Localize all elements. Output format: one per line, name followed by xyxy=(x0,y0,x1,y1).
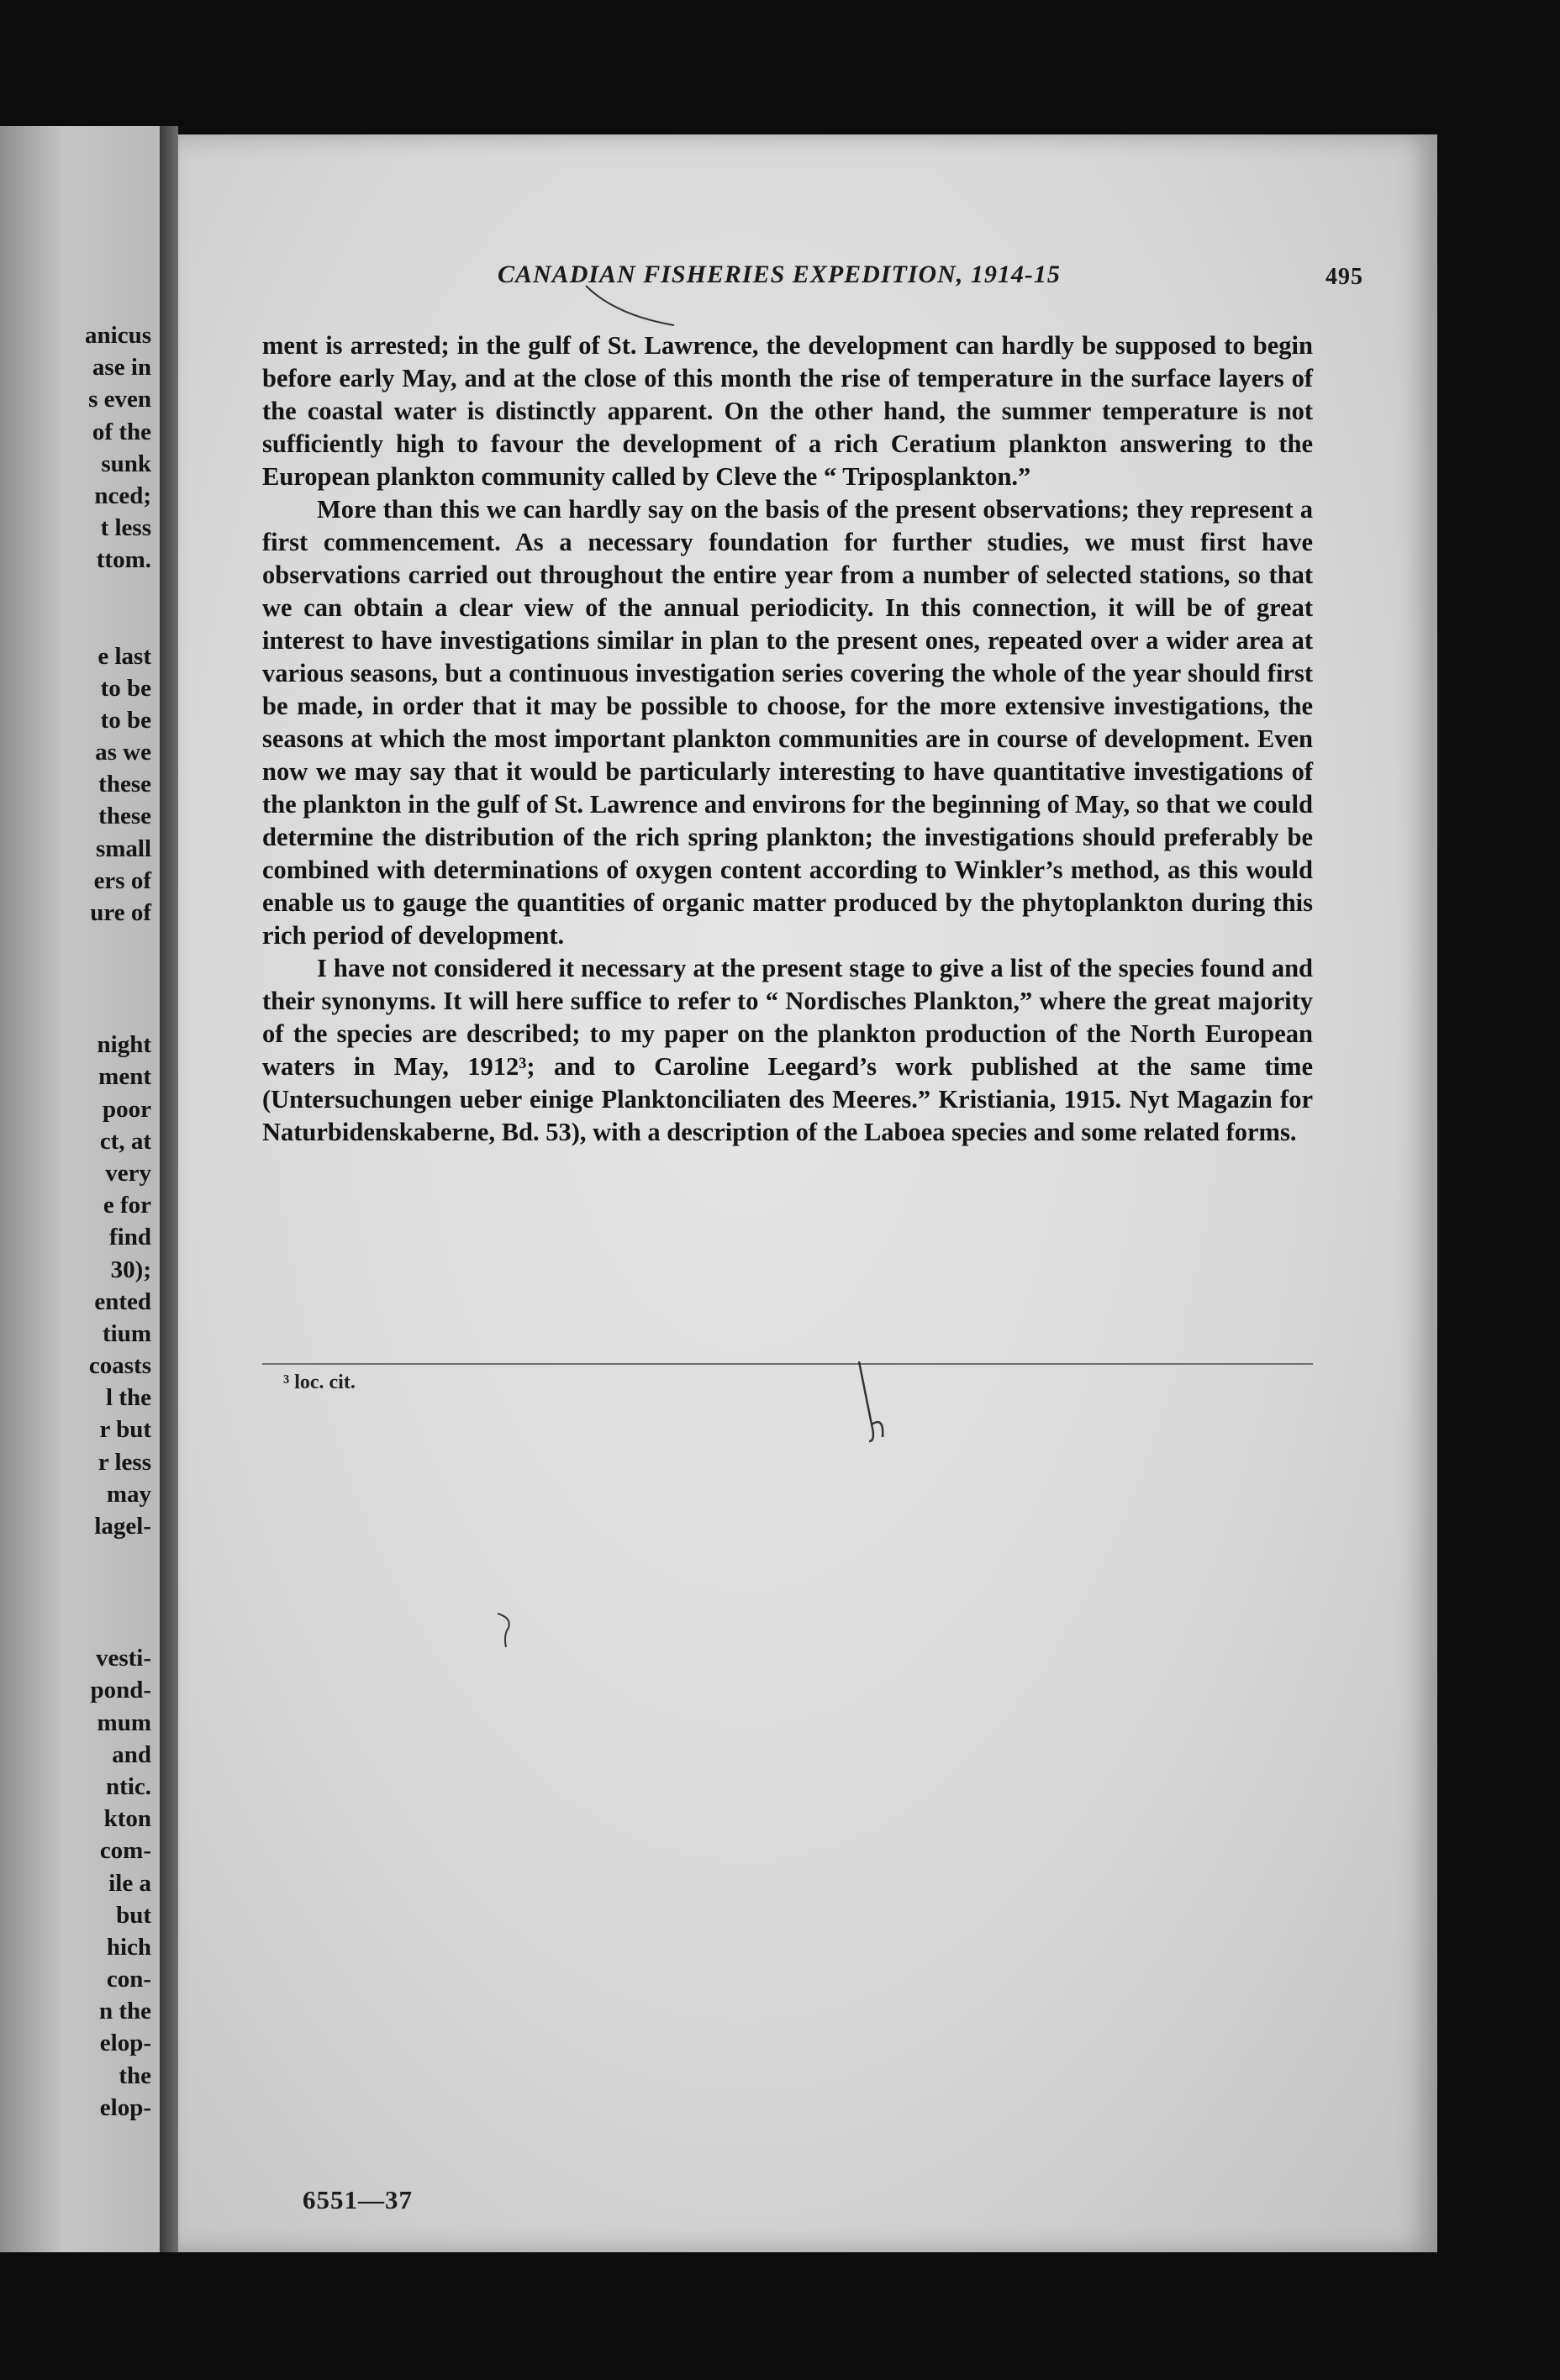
adjacent-page-line: the xyxy=(119,2061,151,2089)
adjacent-page-line: ented xyxy=(94,1287,151,1315)
adjacent-page-line: hich xyxy=(106,1933,151,1961)
page-number: 495 xyxy=(1325,264,1363,290)
adjacent-page-line: but xyxy=(116,1901,151,1929)
adjacent-page-line: night xyxy=(97,1031,151,1059)
footnote: ³ loc. cit. xyxy=(283,1372,356,1393)
paragraph-3: I have not considered it necessary at the present stage to give a list of the species found and their synonyms. It will here suffice to refer to “ Nordisches Plankton,” where the great majority of the species are described; to my paper on the plankton production of the North European waters in May, 1912³; and to Caroline Leegard’s work published at the same time (Untersuchungen ueber einige Planktonciliaten des Meeres.” Kristiania, 1915. Nyt Magazin for Naturbidenskaberne, Bd. 53), with a description of the Laboea species and some related forms. xyxy=(262,954,1313,1146)
adjacent-page-line: anicus xyxy=(85,322,151,349)
adjacent-page-line: small xyxy=(95,835,151,862)
adjacent-page-line: as we xyxy=(95,739,151,766)
adjacent-page-line: poor xyxy=(103,1095,151,1123)
adjacent-page-line: nced; xyxy=(94,482,151,509)
adjacent-page-line: r but xyxy=(99,1416,151,1444)
page-gutter xyxy=(160,126,178,2252)
adjacent-page-line: e last xyxy=(98,642,151,670)
adjacent-page-line: e for xyxy=(103,1192,151,1219)
paragraph-2: More than this we can hardly say on the basis of the present observations; they represent a first commencement. As a necessary foundation for further studies, we must first have observations carried out throughout the entire year from a number of selected stations, so that we can obtain a clear view of the annual periodicity. In this connection, it will be of great interest to have investigations similar in plan to the present ones, repeated over a wider area at various seasons, but a continuous investigation series covering the whole of the year should first be made, in order that it may be possible to choose, for the more extensive investigations, the seasons at which the most important plankton communities are in course of development. Even now we may say that it would be particularly interesting to have quantitative investigations of the plankton in the gulf of St. Lawrence and environs for the beginning of May, so that we could determine the distribution of the rich spring plankton; the investigations should preferably be combined with determinations of oxygen content according to Winkler’s method, as this would enable us to gauge the quantities of organic matter produced by the phytoplankton during this rich period of development. xyxy=(262,495,1313,950)
adjacent-page-line: ct, at xyxy=(99,1127,151,1155)
adjacent-page-line: 30); xyxy=(110,1256,151,1283)
adjacent-page-line: elop- xyxy=(99,2093,151,2121)
footnote-rule xyxy=(262,1363,1313,1365)
adjacent-page-line: may xyxy=(106,1480,151,1508)
adjacent-page-line: n the xyxy=(98,1998,151,2025)
pencil-mark-icon xyxy=(582,282,682,340)
adjacent-page-line: ers of xyxy=(93,866,151,894)
adjacent-page-line: lagel- xyxy=(94,1513,151,1540)
adjacent-page-line: tium xyxy=(103,1319,151,1347)
adjacent-page-line: these xyxy=(98,803,151,830)
adjacent-page-line: kton xyxy=(103,1805,151,1833)
adjacent-page-line xyxy=(85,1542,151,1642)
adjacent-page-text xyxy=(85,319,151,2124)
adjacent-page-line: r less xyxy=(98,1448,151,1476)
adjacent-page-line: con- xyxy=(106,1966,151,1993)
adjacent-page-line: pond- xyxy=(90,1677,151,1704)
adjacent-page-line: ure of xyxy=(90,899,151,926)
adjacent-page-line: and xyxy=(112,1740,151,1768)
adjacent-page-line: coasts xyxy=(88,1352,151,1380)
adjacent-page-line: com- xyxy=(99,1837,151,1865)
adjacent-page-line: ttom. xyxy=(96,546,151,574)
adjacent-page-line: ntic. xyxy=(106,1772,151,1800)
adjacent-page-fragment xyxy=(0,126,160,2252)
adjacent-page-line: ment xyxy=(98,1063,151,1091)
adjacent-page-line: find xyxy=(109,1224,151,1251)
adjacent-page-line: l the xyxy=(106,1384,151,1412)
adjacent-page-line xyxy=(85,577,151,640)
pencil-mark-icon xyxy=(851,1357,901,1450)
adjacent-page-line: these xyxy=(98,771,151,798)
adjacent-page-line: mum xyxy=(97,1709,151,1736)
adjacent-page-line: elop- xyxy=(99,2030,151,2057)
adjacent-page-line: s even xyxy=(88,386,151,413)
running-title: CANADIAN FISHERIES EXPEDITION, 1914-15 xyxy=(498,261,1061,288)
adjacent-page-line: ase in xyxy=(92,354,151,382)
body-text xyxy=(262,329,1313,1149)
adjacent-page-line: to be xyxy=(100,706,151,734)
document-page xyxy=(178,134,1437,2252)
adjacent-page-line: of the xyxy=(92,418,151,445)
paragraph-1: ment is arrested; in the gulf of St. Lawrence, the development can hardly be supposed to begin before early May, and at the close of this month the rise of temperature in the surface layers of the coastal water is distinctly apparent. On the other hand, the summer temperature is not sufficiently high to favour the development of a rich Ceratium plankton answering to the European plankton community called by Cleve the “ Triposplankton.” xyxy=(262,331,1313,491)
adjacent-page-line: t less xyxy=(100,514,151,542)
adjacent-page-line: ile a xyxy=(108,1869,151,1897)
adjacent-page-line: sunk xyxy=(101,450,151,477)
pencil-mark-icon xyxy=(493,1609,519,1651)
signature-mark: 6551—37 xyxy=(303,2185,413,2214)
adjacent-page-line: very xyxy=(105,1159,151,1187)
adjacent-page-line: vesti- xyxy=(95,1645,151,1672)
adjacent-page-line: to be xyxy=(100,674,151,702)
adjacent-page-line xyxy=(85,929,151,1029)
